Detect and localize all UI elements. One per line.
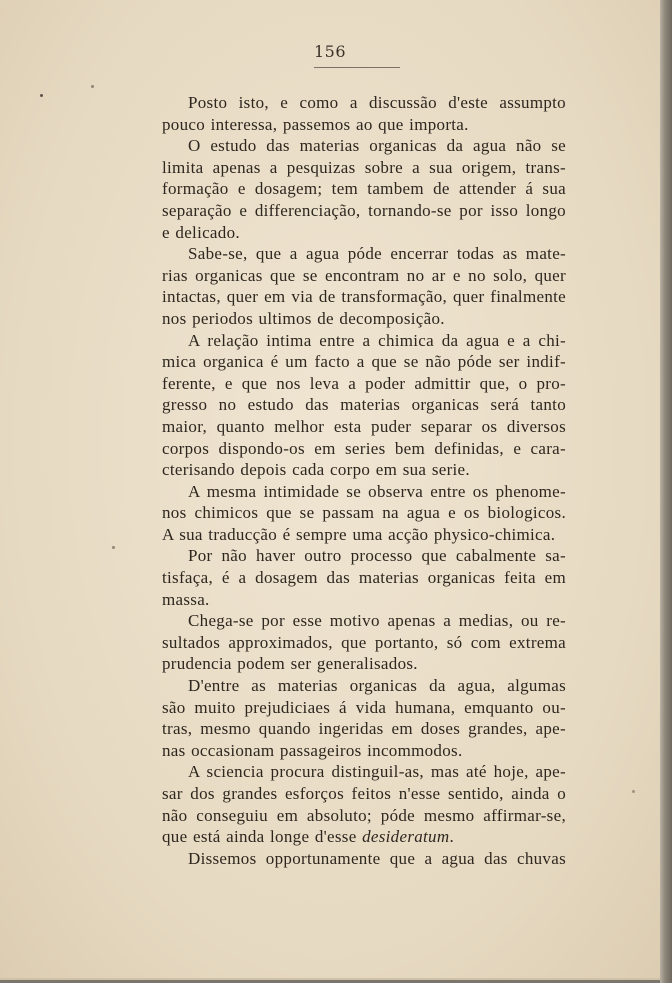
text-line: mica organica é um facto a que se não póde ser indif- [162,352,566,372]
paragraph [136,545,566,610]
paper-speck [632,790,635,793]
text-line: A relação intima entre a chimica da agua e a chi- [188,330,566,350]
text-line-start: que está ainda longe d'esse [162,827,363,847]
text-line: nas occasionam passageiros incommodos. [162,740,463,760]
text-line: O estudo das materias organicas da agua não se [188,136,566,156]
paper-speck [91,85,94,88]
text-line: intactas, quer em via de transformação, quer finalmente [162,287,566,307]
text-line: massa. [162,589,210,609]
text-line: sar dos grandes esforços feitos n'esse sentido, ainda o [162,784,566,803]
text-line: sultados approximados, que portanto, só com extrema [162,632,566,652]
text-line: A sua traducção é sempre uma acção physico-chimica. [162,524,556,544]
text-line: A sciencia procura distinguil-as, mas até hoje, ape- [188,762,566,782]
page-number: 156 [313,42,347,61]
paragraph [136,243,566,329]
text-line [136,826,566,848]
text-line: D'entre as materias organicas da agua, algumas [188,676,566,696]
text-line: maior, quanto melhor esta puder separar os diversos [162,416,566,436]
paragraph [136,761,566,847]
text-line: A mesma intimidade se observa entre os phenome- [188,481,566,501]
paragraph [136,92,566,135]
text-line: tisfaça, é a dosagem das materias organicas feita em [162,568,566,588]
paragraph [136,481,566,546]
paragraph [136,330,566,481]
text-line: e delicado. [162,222,240,242]
page-number-rule [314,67,400,68]
text-line: corpos dispondo-os em series bem definidas, e cara- [162,438,566,458]
page-edge [660,0,672,983]
italic-term: desideratum [362,827,450,847]
text-line: tras, mesmo quando ingeridas em doses grandes, ape- [162,719,566,739]
paper-speck [40,94,43,97]
text-line: cterisando depois cada corpo em sua serie. [162,460,470,480]
text-line: Dissemos opportunamente que a agua das chuvas [188,848,566,868]
body-text [136,92,566,869]
paragraph [136,675,566,761]
text-line: Chega-se por esse motivo apenas a medias, ou re- [188,611,566,631]
text-line: rias organicas que se encontram no ar e no solo, quer [162,265,566,285]
paper-speck [112,546,115,549]
text-line: Sabe-se, que a agua póde encerrar todas as mate- [188,244,566,264]
text-line: formação e dosagem; tem tambem de attender á sua [162,179,566,199]
text-line: gresso no estudo das materias organicas será tanto [162,395,566,415]
paragraph [136,135,566,243]
text-line: ferente, e que nos leva a poder admittir que, o pro- [162,373,566,393]
text-line: prudencia podem ser generalisados. [162,654,418,674]
paragraph [136,848,566,870]
text-line: não conseguiu em absoluto; póde mesmo affirmar-se, [162,805,566,825]
text-line: nos periodos ultimos de decomposição. [162,308,445,328]
text-line: limita apenas a pesquizas sobre a sua origem, trans- [162,157,566,177]
text-line: nos chimicos que se passam na agua e os biologicos. [162,503,566,523]
paragraph [136,610,566,675]
text-line: são muito prejudiciaes á vida humana, emquanto ou- [162,697,566,717]
text-line: pouco interessa, passemos ao que importa. [162,114,469,134]
text-line: Por não haver outro processo que cabalmente sa- [188,546,566,566]
text-line: separação e differenciação, tornando-se por isso longo [162,200,566,220]
sentence-end: . [449,827,455,847]
text-line: Posto isto, e como a discussão d'este assumpto [188,93,566,112]
